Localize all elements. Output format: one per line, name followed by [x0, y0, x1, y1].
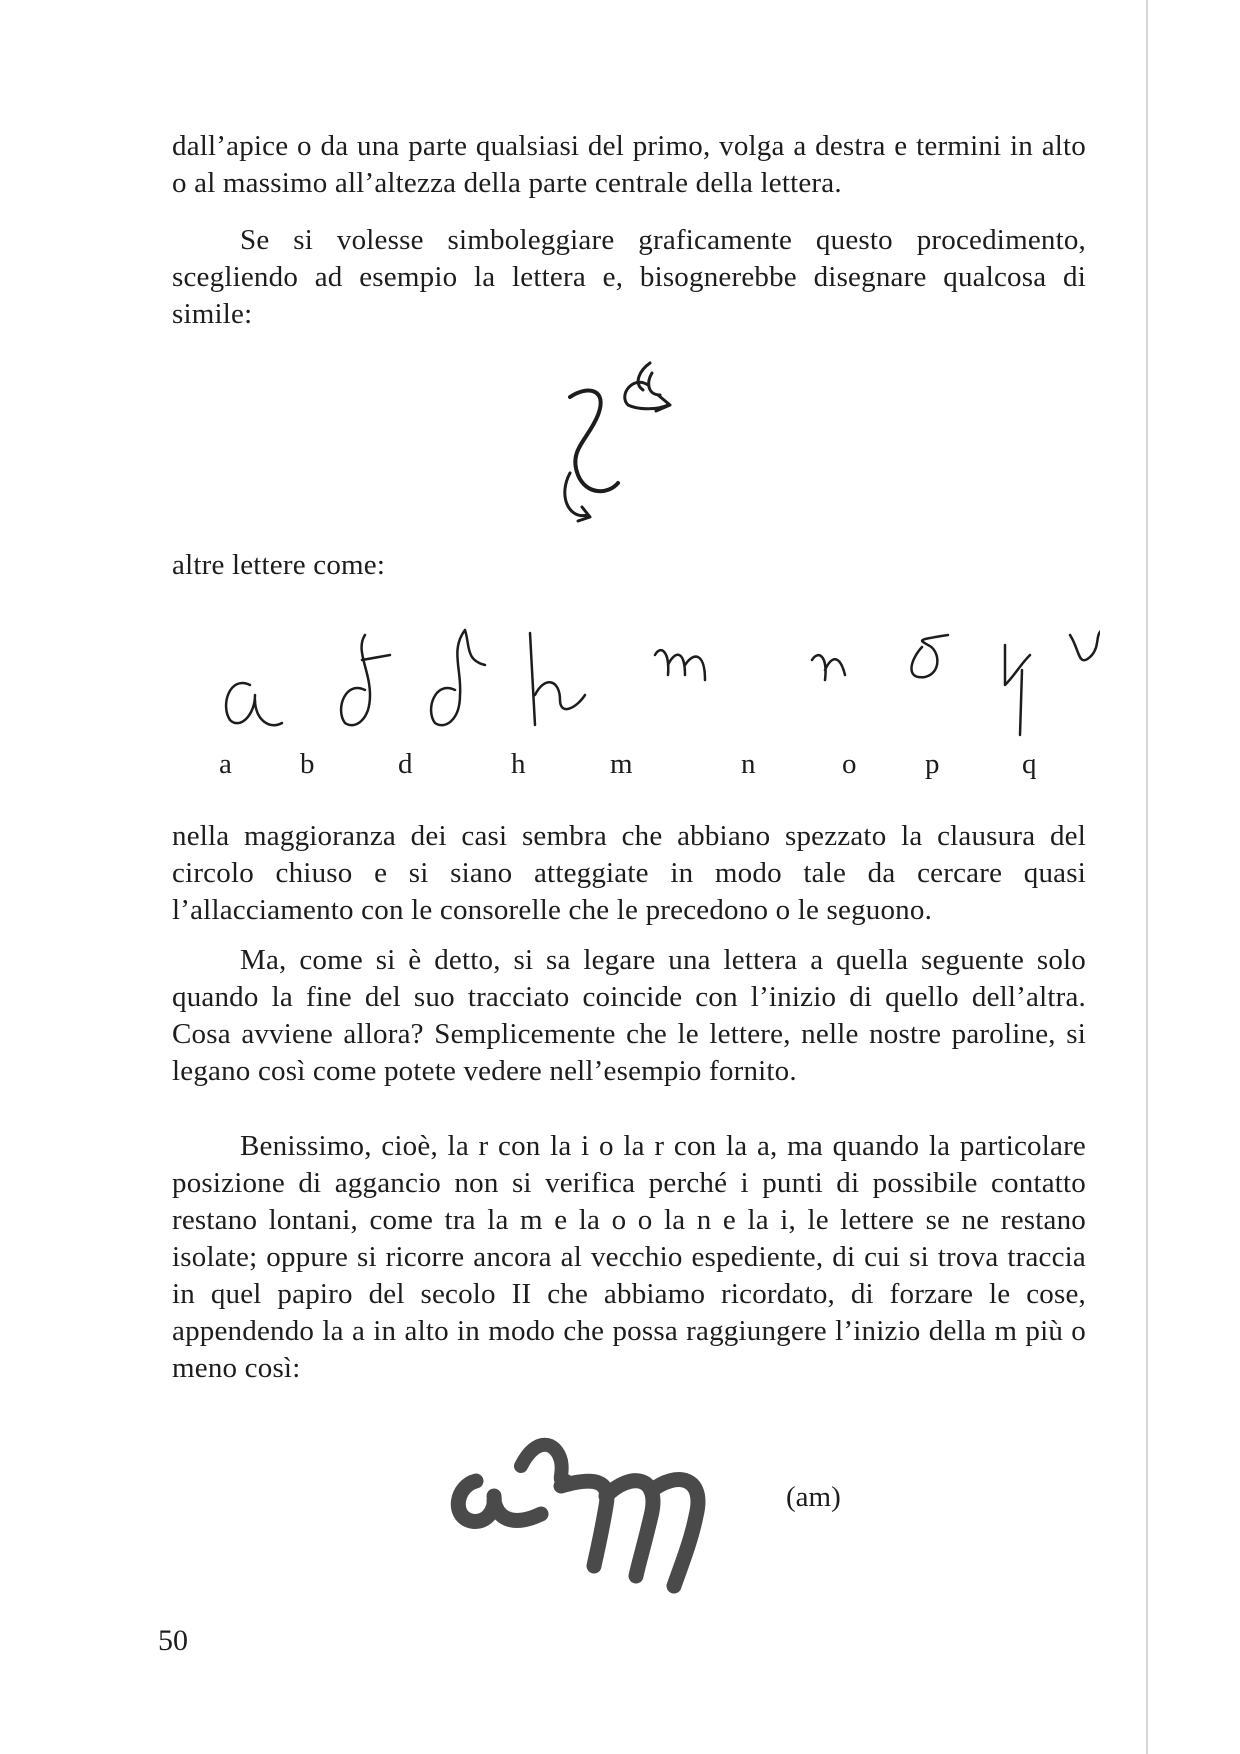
- letter-label-a: a: [219, 748, 232, 780]
- letter-label-m: m: [610, 748, 633, 780]
- e-top-hook: [638, 363, 660, 395]
- page-number: 50: [158, 1624, 188, 1657]
- letter-label-b: b: [300, 748, 315, 780]
- glyph-d: [431, 630, 485, 725]
- page-edge-line: [1146, 0, 1148, 1754]
- glyph-a: [226, 683, 282, 725]
- glyph-b: [341, 635, 390, 725]
- letter-label-d: d: [398, 748, 413, 780]
- paragraph-3: nella maggioranza dei casi sembra che abbiano spezzato la clausura del circolo chiuso e si siano atteggiate in modo tale da cercare quasi l’allacciamento con le consorelle che le precedono o le seguono.: [172, 820, 1086, 926]
- letter-e-stroke-diagram: [548, 355, 718, 535]
- letter-label-p: p: [925, 748, 940, 780]
- glyph-o: [911, 635, 948, 677]
- am-stroke-m: [561, 1480, 698, 1586]
- paragraph-5: Benissimo, cioè, la r con la i o la r con la a, ma quando la particolare posizione di aggancio non si verifica perché i punti di possibile contatto restano lontani, come tra la m e la o o la n e la i, le lettere se ne restano isolate; oppure si ricorre ancora al vecchio espediente, di cui si trova traccia in quel papiro del secolo II che abbiamo ricordato, di forzare le cose, appendendo la a in alto in modo che possa raggiungere l’inizio della m più o meno così:: [172, 1130, 1086, 1384]
- letters-intro-text: altre lettere come:: [172, 549, 386, 581]
- am-stroke-a: [458, 1481, 541, 1521]
- am-label: (am): [786, 1481, 841, 1513]
- cursive-letter-forms: [200, 625, 1100, 755]
- am-stroke-hook: [521, 1445, 566, 1481]
- e-upper-curve: [570, 391, 618, 492]
- e-top-arrow: [625, 382, 670, 411]
- letter-label-o: o: [842, 748, 857, 780]
- glyph-q: [1070, 630, 1100, 725]
- paragraph-1: dall’apice o da una parte qualsiasi del primo, volga a destra e termini in alto o al massimo all’altezza della parte centrale della lettera.: [172, 130, 1086, 199]
- glyph-m: [655, 650, 705, 680]
- paragraph-4: Ma, come si è detto, si sa legare una lettera a quella seguente solo quando la fine del suo tracciato coincide con l’inizio di quello dell’altra. Cosa avviene allora? Semplicemente che le lettere, nelle nostre paroline, si legano così come potete vedere nell’esempio fornito.: [172, 944, 1086, 1087]
- letter-label-h: h: [511, 748, 526, 780]
- glyph-p: [1005, 645, 1030, 735]
- e-lower-arrow: [565, 473, 590, 521]
- letter-label-q: q: [1022, 748, 1037, 780]
- glyph-n: [812, 655, 845, 680]
- letter-label-n: n: [741, 748, 756, 780]
- am-ligature-drawing: [446, 1426, 746, 1596]
- glyph-h: [530, 633, 585, 725]
- paragraph-2: Se si volesse simboleggiare graficamente questo procedimento, scegliendo ad esempio la lettera e, bisognerebbe disegnare qualcosa di simile:: [172, 224, 1086, 330]
